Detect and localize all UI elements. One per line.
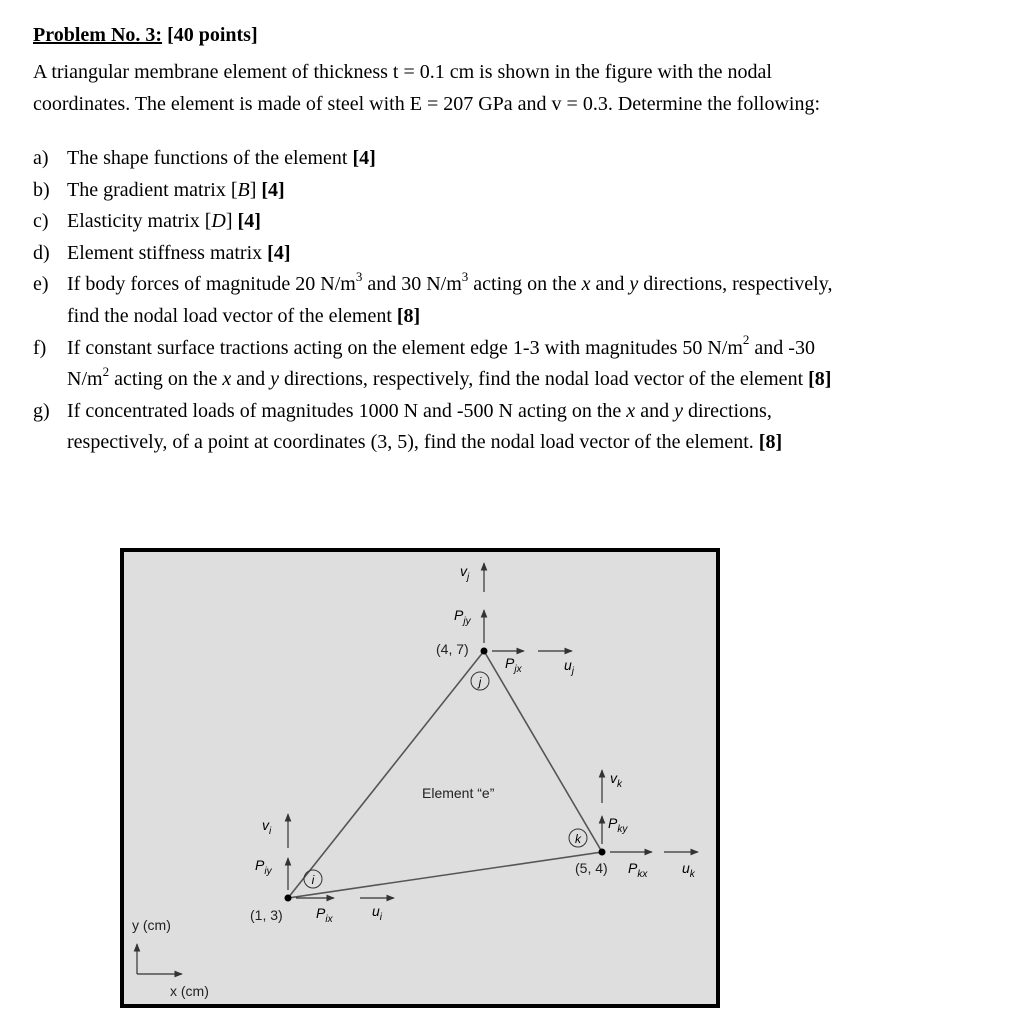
matrix-symbol: B (237, 178, 250, 201)
question-text: The gradient matrix [ (67, 178, 238, 201)
var-y: y (629, 273, 639, 296)
force-jx-label: $P_{jx}$ (505, 655, 522, 675)
question-text: directions, respectively, find the nodal load vector of the element (279, 368, 804, 391)
question-text: acting on the (109, 368, 223, 391)
question-marks: [4] (261, 178, 285, 201)
question-text: Element stiffness matrix (67, 241, 263, 264)
question-text: and 30 N/m (362, 273, 462, 296)
node-i-tag: i (311, 873, 315, 887)
question-g (33, 396, 993, 459)
problem-heading (33, 24, 258, 47)
node-i-coords: (1, 3) (250, 907, 283, 923)
var-y: y (270, 368, 280, 391)
question-text-end: ] (249, 178, 257, 201)
question-label: g) (33, 399, 50, 422)
question-marks: [4] (267, 241, 291, 264)
question-text: respectively, of a point at coordinates (3, 5), find the nodal load vector of the element. (67, 431, 754, 454)
question-label: c) (33, 210, 49, 233)
question-marks: [4] (352, 147, 376, 169)
question-label: e) (33, 273, 49, 296)
element-label: Element “e” (422, 785, 495, 801)
superscript: 2 (742, 331, 750, 347)
question-list (33, 143, 993, 459)
superscript: 2 (102, 363, 110, 379)
figure-frame (122, 550, 718, 1006)
question-text: directions, respectively, (638, 273, 833, 296)
question-marks: [8] (808, 368, 832, 391)
question-label: d) (33, 241, 50, 264)
question-b (33, 175, 993, 207)
statement-line-1: A triangular membrane element of thickness t = 0.1 cm is shown in the figure with the nodal (33, 61, 772, 83)
question-c (33, 206, 993, 238)
element-figure (120, 548, 720, 1008)
node-i-point (285, 895, 292, 902)
var-x: x (581, 273, 591, 296)
disp-vi-label: $v_i$ (262, 817, 272, 837)
force-ix-label: $P_{ix}$ (316, 905, 333, 925)
question-text: directions, (682, 399, 772, 422)
question-text: Elasticity matrix [ (67, 210, 212, 233)
node-k-tag: k (575, 832, 581, 846)
node-j-point (481, 648, 488, 655)
question-text: If constant surface tractions acting on the element edge 1-3 with magnitudes 50 N/m (67, 336, 743, 359)
problem-number: Problem No. 3: (33, 24, 163, 46)
problem-statement (33, 56, 983, 120)
disp-uj-label: $u_j$ (564, 657, 575, 677)
force-kx-label: $P_{kx}$ (628, 860, 648, 880)
force-ky-label: $P_{ky}$ (608, 815, 628, 835)
question-label: a) (33, 147, 49, 169)
question-text-end: ] (225, 210, 233, 233)
question-text: find the nodal load vector of the element (67, 304, 392, 327)
disp-uk-label: $u_k$ (682, 860, 695, 880)
question-text: If body forces of magnitude 20 N/m (67, 273, 356, 296)
statement-line-2: coordinates. The element is made of steel with E = 207 GPa and v = 0.3. Determine the following: (33, 93, 821, 115)
question-marks: [8] (396, 304, 421, 327)
matrix-symbol: D (211, 210, 226, 233)
question-text: If concentrated loads of magnitudes 1000 N and -500 N acting on the (67, 399, 627, 422)
node-k-coords: (5, 4) (575, 860, 608, 876)
question-marks: [4] (237, 210, 261, 233)
question-e (33, 269, 993, 332)
disp-ui-label: $u_i$ (372, 903, 383, 923)
axis-x-label: x (cm) (170, 983, 209, 999)
disp-vk-label: $v_k$ (610, 770, 622, 790)
question-f (33, 333, 993, 396)
superscript: 3 (355, 268, 363, 284)
question-label: b) (33, 178, 50, 201)
force-jy-label: $P_{jy}$ (454, 607, 471, 627)
question-text: acting on the (468, 273, 582, 296)
question-text: and (231, 368, 271, 391)
disp-vj-label: $v_j$ (460, 563, 470, 583)
var-x: x (222, 368, 232, 391)
superscript: 3 (461, 268, 469, 284)
question-text: and -30 (749, 336, 815, 359)
question-d (33, 238, 993, 270)
node-j-tag: j (478, 675, 482, 689)
question-text: and (635, 399, 675, 422)
question-a (33, 143, 993, 175)
question-label: f) (33, 336, 47, 359)
question-text: and (590, 273, 630, 296)
question-text: The shape functions of the element (67, 147, 348, 169)
node-j-coords: (4, 7) (436, 641, 469, 657)
var-x: x (626, 399, 636, 422)
var-y: y (674, 399, 683, 422)
force-iy-label: $P_{iy}$ (255, 857, 272, 877)
question-text: N/m (67, 368, 103, 391)
problem-points: [40 points] (167, 24, 258, 46)
node-k-point (599, 849, 606, 856)
question-marks: [8] (758, 431, 783, 454)
axis-y-label: y (cm) (132, 917, 171, 933)
